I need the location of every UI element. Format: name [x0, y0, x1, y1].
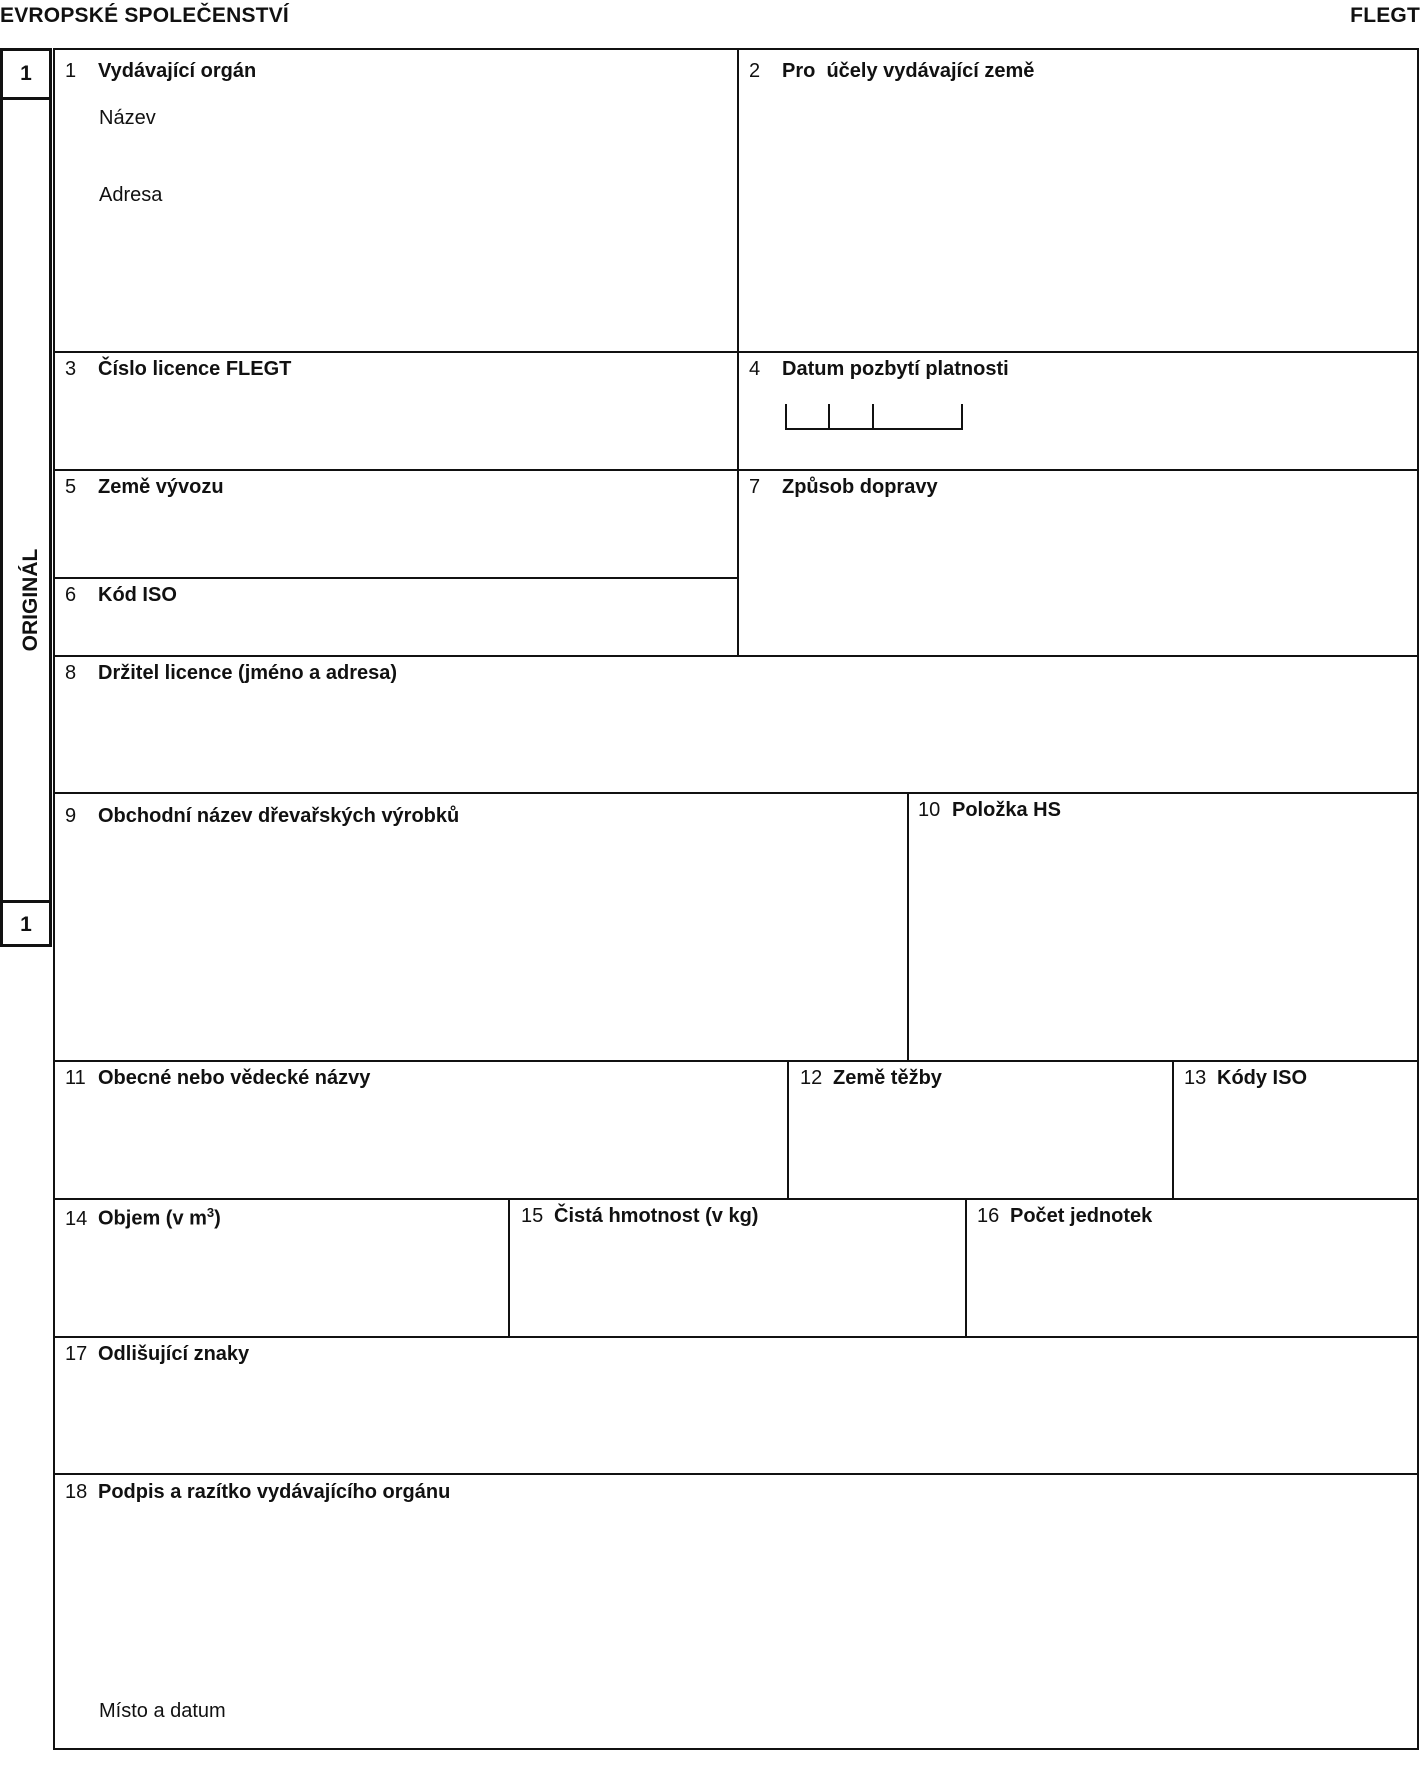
- side-copy-number-top: 1: [20, 62, 32, 85]
- row-divider-7: [53, 1336, 1419, 1338]
- field-1-number: 1: [65, 60, 77, 82]
- field-11-label: Obecné nebo vědecké názvy: [98, 1067, 371, 1089]
- field-12-harvest-countries: [800, 1067, 942, 1090]
- field-8-number: 8: [65, 662, 77, 684]
- field-4-number: 4: [749, 358, 761, 380]
- form-border-bottom: [53, 1748, 1419, 1750]
- field-16-label: Počet jednotek: [1010, 1205, 1153, 1227]
- field-9-commercial-description: [65, 805, 459, 828]
- date-box-tick: [828, 404, 830, 430]
- header-flegt-title: FLEGT: [1350, 4, 1420, 27]
- flegt-licence-form: [53, 48, 1419, 1750]
- field-1-address-label: Adresa: [99, 184, 163, 206]
- row-divider-8: [53, 1473, 1419, 1475]
- field-5-number: 5: [65, 476, 77, 498]
- field-18-label: Podpis a razítko vydávajícího orgánu: [98, 1481, 451, 1503]
- field-8-licensee: [65, 662, 397, 685]
- col-divider-upper: [737, 48, 739, 657]
- field-12-label: Země těžby: [833, 1067, 942, 1089]
- side-original-label: ORIGINÁL: [19, 548, 42, 652]
- row-divider-6: [53, 1198, 1419, 1200]
- field-6-number: 6: [65, 584, 77, 606]
- field-7-means-of-transport: [749, 476, 938, 499]
- field-1-name-label: Název: [99, 107, 156, 129]
- col-divider-14-15: [508, 1198, 510, 1338]
- row-divider-3: [53, 655, 1419, 657]
- field-1-label: Vydávající orgán: [98, 60, 257, 82]
- field-14-number: 14: [65, 1207, 88, 1230]
- col-divider-9-10: [907, 792, 909, 1062]
- field-10-number: 10: [918, 799, 941, 821]
- field-3-number: 3: [65, 358, 77, 380]
- col-divider-15-16: [965, 1198, 967, 1338]
- field-13-iso-codes: [1184, 1067, 1307, 1090]
- field-4-label: Datum pozbytí platnosti: [782, 358, 1009, 380]
- form-border-right: [1417, 48, 1419, 1750]
- field-12-number: 12: [800, 1067, 823, 1089]
- field-18-place-and-date-label: Místo a datum: [99, 1700, 226, 1722]
- field-2-label: Pro účely vydávající země: [782, 60, 1035, 82]
- field-3-licence-number: [65, 358, 291, 381]
- field-4-expiry-date: [749, 358, 1009, 381]
- field-2-number: 2: [749, 60, 761, 82]
- field-18-number: 18: [65, 1481, 88, 1503]
- side-copy-number-bottom-box: [0, 900, 52, 947]
- field-5-label: Země vývozu: [98, 476, 224, 498]
- field-5-export-country: [65, 476, 224, 499]
- side-copy-number-top-box: [0, 48, 52, 100]
- field-9-number: 9: [65, 805, 77, 827]
- col-divider-11-12: [787, 1060, 789, 1200]
- field-3-label: Číslo licence FLEGT: [98, 358, 292, 380]
- field-14-label-superscript: 3: [206, 1205, 215, 1220]
- row-divider-5-6: [53, 577, 738, 579]
- row-divider-4: [53, 792, 1419, 794]
- field-8-label: Držitel licence (jméno a adresa): [98, 662, 398, 684]
- field-13-number: 13: [1184, 1067, 1207, 1089]
- date-box-tick: [785, 404, 787, 430]
- field-15-label: Čistá hmotnost (v kg): [554, 1205, 759, 1227]
- field-2-issuing-country-purposes: [749, 60, 1034, 83]
- side-copy-number-bottom: 1: [20, 913, 32, 936]
- field-16-number: 16: [977, 1205, 1000, 1227]
- field-10-hs-heading: [918, 799, 1061, 822]
- col-divider-12-13: [1172, 1060, 1174, 1200]
- field-13-label: Kódy ISO: [1217, 1067, 1308, 1089]
- side-original-box: [0, 97, 52, 903]
- field-17-label: Odlišující znaky: [98, 1343, 250, 1365]
- date-box-tick: [872, 404, 874, 430]
- field-18-signature-and-stamp: [65, 1481, 450, 1504]
- field-17-number: 17: [65, 1343, 88, 1365]
- field-9-label: Obchodní název dřevařských výrobků: [98, 805, 460, 827]
- header-community-title: EVROPSKÉ SPOLEČENSTVÍ: [0, 4, 289, 27]
- field-6-iso-code: [65, 584, 177, 607]
- date-box-tick: [961, 404, 963, 430]
- field-16-number-of-units: [977, 1205, 1152, 1228]
- field-6-label: Kód ISO: [98, 584, 177, 606]
- field-11-number: 11: [65, 1067, 86, 1089]
- field-14-label-end: ): [214, 1207, 221, 1230]
- field-4-date-entry-boxes[interactable]: [785, 406, 963, 430]
- field-15-net-weight: [521, 1205, 758, 1228]
- field-7-label: Způsob dopravy: [782, 476, 938, 498]
- field-1-issuing-authority: [65, 60, 256, 83]
- row-divider-2: [53, 469, 1419, 471]
- form-border-top: [53, 48, 1419, 50]
- row-divider-1: [53, 351, 1419, 353]
- field-14-volume: [65, 1205, 221, 1231]
- field-17-distinguishing-marks: [65, 1343, 249, 1366]
- row-divider-5: [53, 1060, 1419, 1062]
- form-border-left: [53, 48, 55, 1750]
- field-14-label: Objem (v m: [98, 1207, 207, 1230]
- field-15-number: 15: [521, 1205, 544, 1227]
- field-10-label: Položka HS: [952, 799, 1061, 821]
- field-11-scientific-names: [65, 1067, 370, 1090]
- field-7-number: 7: [749, 476, 761, 498]
